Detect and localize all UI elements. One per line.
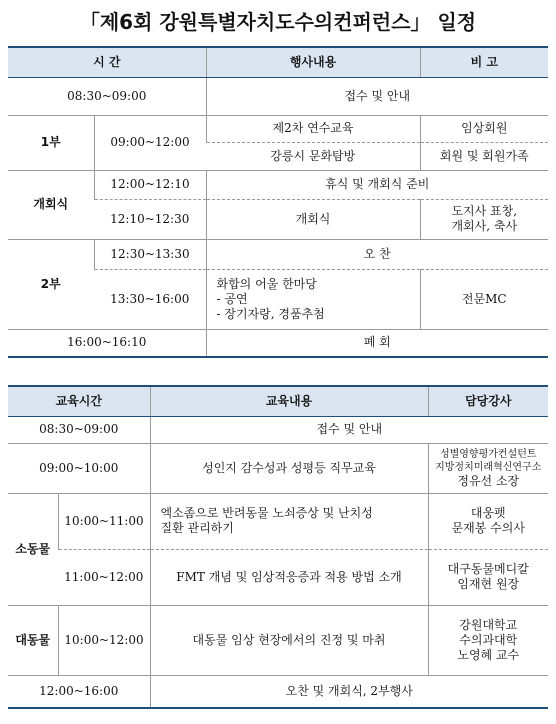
content-cell: 제2차 연수교육 <box>206 115 420 142</box>
content-cell: 성인지 감수성과 성평등 직무교육 <box>150 443 428 493</box>
lecturer-line: 문재봉 수의사 <box>451 521 525 535</box>
content-cell: 접수 및 안내 <box>206 77 548 115</box>
lecturer-cell <box>428 443 548 493</box>
table-row <box>8 493 548 549</box>
lecturer-cell <box>428 493 548 549</box>
content-cell: FMT 개념 및 임상적응증과 적용 방법 소개 <box>150 549 428 605</box>
schedule-table <box>8 46 548 358</box>
time-cell: 13:30~16:00 <box>94 269 206 329</box>
time-cell: 12:00~16:00 <box>8 675 150 708</box>
time-cell: 10:00~12:00 <box>58 605 150 675</box>
content-cell: 접수 및 안내 <box>150 416 548 443</box>
session-cell: 2부 <box>8 239 94 329</box>
note-cell: 임상회원 <box>420 115 548 142</box>
header-time: 시 간 <box>8 47 206 77</box>
time-cell: 08:30~09:00 <box>8 77 206 115</box>
note-cell <box>420 199 548 239</box>
page-title: 「제6회 강원특별자치도수의컨퍼런스」 일정 <box>79 10 477 34</box>
content-line: 화합의 어울 한마당 <box>216 276 317 291</box>
content-cell: 오 찬 <box>206 239 548 269</box>
content-line: - 공연 <box>216 291 248 306</box>
content-cell: 폐 회 <box>206 329 548 357</box>
lecturer-line: 강원대학교 <box>459 617 518 632</box>
session-cell: 개회식 <box>8 170 94 239</box>
lecturer-line: 대웅펫 <box>470 506 506 520</box>
table-row <box>8 239 548 269</box>
time-cell: 09:00~12:00 <box>94 115 206 170</box>
time-cell: 12:10~12:30 <box>94 199 206 239</box>
content-cell: 강릉시 문화탐방 <box>206 142 420 170</box>
content-cell: 대동물 임상 현장에서의 진정 및 마취 <box>150 605 428 675</box>
education-header-row <box>8 386 548 416</box>
education-table <box>8 385 548 709</box>
header-edu-content: 교육내용 <box>150 386 428 416</box>
lecturer-cell <box>428 605 548 675</box>
content-cell: 휴식 및 개회식 준비 <box>206 170 548 199</box>
note-cell: 전문MC <box>420 269 548 329</box>
table-row <box>8 605 548 675</box>
content-cell <box>206 269 420 329</box>
lecturer-line: 임재현 원장 <box>457 577 520 591</box>
time-cell: 12:30~13:30 <box>94 239 206 269</box>
group-cell: 대동물 <box>8 605 58 675</box>
lecturer-cell <box>428 549 548 605</box>
table-row <box>8 675 548 708</box>
group-cell: 소동물 <box>8 493 58 605</box>
content-cell: 개회식 <box>206 199 420 239</box>
table-row <box>8 329 548 357</box>
lecturer-line: 지방정치미래혁신연구소 <box>435 461 542 473</box>
table-row <box>8 115 548 142</box>
header-note: 비 고 <box>420 47 548 77</box>
time-cell: 12:00~12:10 <box>94 170 206 199</box>
header-content: 행사내용 <box>206 47 420 77</box>
session-cell: 1부 <box>8 115 94 170</box>
header-edu-time: 교육시간 <box>8 386 150 416</box>
note-line: 개회사, 축사 <box>451 219 518 233</box>
time-cell: 16:00~16:10 <box>8 329 206 357</box>
lecturer-line: 정유선 소장 <box>457 473 520 488</box>
content-cell: 오찬 및 개회식, 2부행사 <box>150 675 548 708</box>
note-cell: 회원 및 회원가족 <box>420 142 548 170</box>
content-line: 엑소좀으로 반려동물 노쇠증상 및 난치성 <box>160 506 373 520</box>
lecturer-line: 수의과대학 <box>459 632 518 647</box>
note-line: 도지사 표창, <box>451 204 518 218</box>
content-line: 질환 관리하기 <box>160 521 234 535</box>
time-cell: 10:00~11:00 <box>58 493 150 549</box>
table-row <box>8 443 548 493</box>
time-cell: 08:30~09:00 <box>8 416 150 443</box>
time-cell: 11:00~12:00 <box>58 549 150 605</box>
header-lecturer: 담당강사 <box>428 386 548 416</box>
time-cell: 09:00~10:00 <box>8 443 150 493</box>
schedule-header-row <box>8 47 548 77</box>
content-cell <box>150 493 428 549</box>
lecturer-line: 노영혜 교수 <box>457 647 520 662</box>
table-row <box>8 416 548 443</box>
table-row <box>8 77 548 115</box>
table-row <box>8 170 548 199</box>
table-row <box>8 549 548 605</box>
content-line: - 장기자랑, 경품추첨 <box>216 306 325 321</box>
lecturer-line: 대구동물메디칼 <box>447 562 529 576</box>
lecturer-line: 성별영향평가컨설턴트 <box>439 448 537 460</box>
